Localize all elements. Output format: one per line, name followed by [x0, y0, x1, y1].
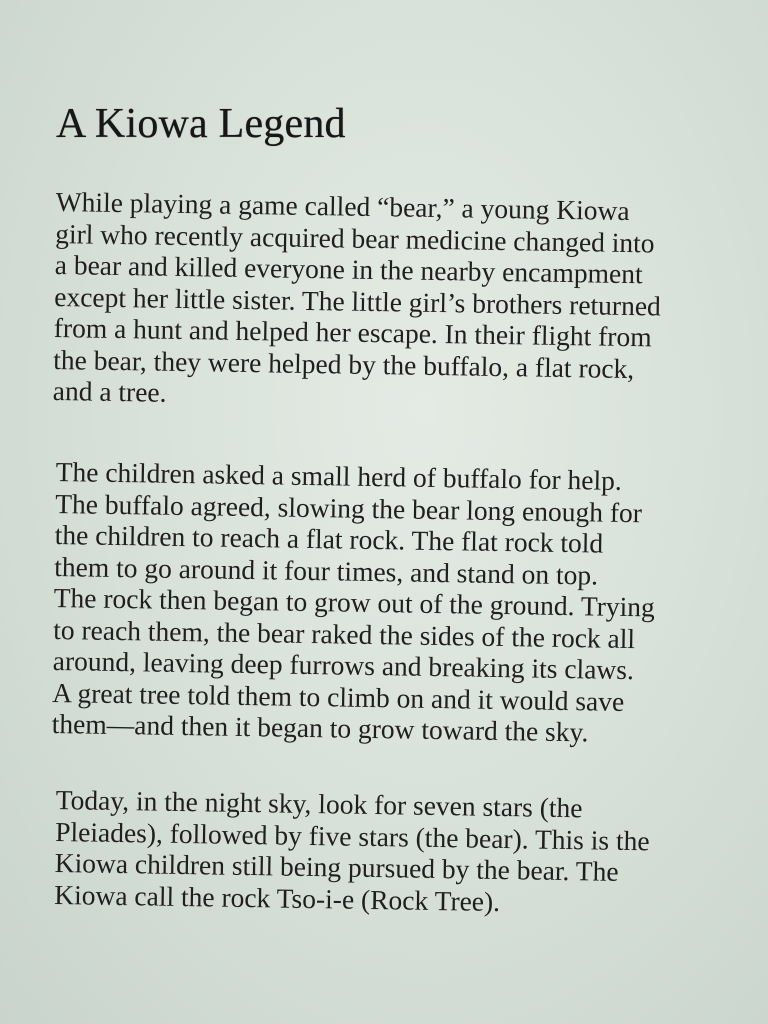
text-line: Today, in the night sky, look for seven stars (the	[55, 784, 583, 824]
text-line: Kiowa children still being pursued by the bear. The	[54, 846, 619, 887]
text-line: Pleiades), followed by five stars (the bear). This is the	[55, 815, 650, 856]
text-line: them—and then it began to grow toward the sky.	[51, 707, 589, 748]
paragraph-1	[53, 186, 736, 417]
text-line: While playing a game called “bear,” a young Kiowa	[55, 186, 630, 227]
text-line: A great tree told them to climb on and it would save	[52, 676, 625, 717]
text-line: The children asked a small herd of buffalo for help.	[55, 456, 623, 496]
text-line: them to go around it four times, and stand on top.	[54, 550, 599, 591]
text-line: and a tree.	[52, 374, 167, 408]
text-line: around, leaving deep furrows and breaking its claws.	[52, 644, 635, 686]
paragraph-2	[52, 456, 736, 750]
text-line: the bear, they were helped by the buffalo, a flat rock,	[53, 343, 635, 384]
text-line: The buffalo agreed, slowing the bear long enough for	[55, 487, 643, 528]
text-line: to reach them, the bear raked the sides of the rock all	[53, 613, 636, 654]
text-line: except her little sister. The little girl’s brothers returned	[54, 280, 662, 322]
page-title: A Kiowa Legend	[56, 101, 346, 147]
text-line: the children to reach a flat rock. The flat rock told	[54, 518, 604, 559]
text-line: Kiowa call the rock Tso-i-e (Rock Tree).	[54, 878, 501, 917]
paragraph-3	[54, 784, 736, 921]
text-line: a bear and killed everyone in the nearby encampment	[54, 248, 643, 290]
text-line: from a hunt and helped her escape. In their flight from	[53, 311, 652, 353]
text-line: girl who recently acquired bear medicine changed into	[55, 217, 655, 258]
text-line: The rock then began to grow out of the ground. Trying	[53, 581, 656, 623]
